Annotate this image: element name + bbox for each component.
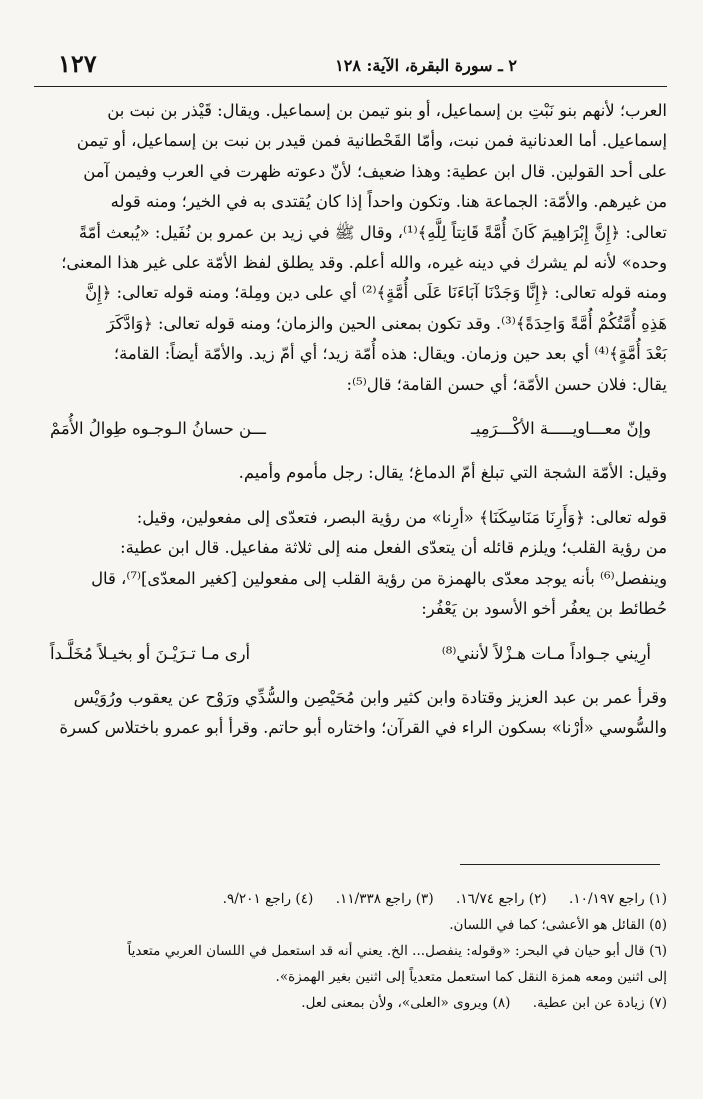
text-line: يقال: فلان حسن الأمّة؛ أي حسن القامة؛ قال⁽⁵⁾: <box>346 374 667 394</box>
footnotes <box>34 886 667 1016</box>
footnote: (٣) راجع ١١/٣٣٨. <box>335 891 434 907</box>
poem-verse-1 <box>34 414 667 444</box>
text-line: تعالى: ﴿إِنَّ إِبْرَاهِيمَ كَانَ أُمَّةً قَانِتاً لِلَّهِ﴾⁽¹⁾، وقال ﷺ في زيد بن عمرو بن نُفَيل: «يُبعث أمّةً <box>78 222 667 242</box>
footnote: (٧) زيادة عن ابن عطية. <box>532 995 667 1011</box>
text-line: من رؤية القلب؛ ويلزم قائله أن يتعدّى الفعل منه إلى ثلاثة مفاعيل. قال ابن عطية: <box>120 538 667 558</box>
poem-hemistich-left: أرى مـا تـرَيْـنَ أو بخيـلاً مُخَلَّـداً <box>50 643 251 663</box>
page-number: ١٢٧ <box>58 49 97 78</box>
footnote-row <box>34 990 667 1016</box>
text-line: بَعْدَ أُمَّةٍ﴾⁽⁴⁾ أي بعد حين وزمان. ويقال: هذه أُمّة زيد؛ أي أمّ زيد. والأمّة أيضاً: القامة؛ <box>113 344 667 364</box>
text-line: وقرأ عمر بن عبد العزيز وقتادة وابن كثير وابن مُحَيْصِن والسُّدِّي ورَوْح عن يعقوب ورُوَيْس <box>73 687 667 707</box>
text-line: على أحد القولين. قال ابن عطية: وهذا ضعيف؛ لأنّ دعوته ظهرت في العرب وفيمن آمن <box>83 161 667 181</box>
text-line: وينفصل⁽⁶⁾ بأنه يوجد معدّى بالهمزة من رؤية القلب إلى مفعولين [كغير المعدّى]⁽⁷⁾، قال <box>91 568 667 588</box>
text-line: حُطائط بن يعفُر أخو الأسود بن يَعْفُر: <box>421 599 667 619</box>
running-head: ٢ ـ سورة البقرة، الآية: ١٢٨ <box>335 56 517 75</box>
poem-hemistich-left: ـــن حسانُ الـوجـوه طِوالُ الأُمَمْ <box>50 419 266 439</box>
text-line: ومنه قوله تعالى: ﴿إِنَّا وَجَدْنَا آبَاءَنَا عَلَى أُمَّةٍ﴾⁽²⁾ أي على دين ومِلة؛ ومنه قوله تعالى: ﴿إِنَّ <box>85 283 667 303</box>
footnote-divider <box>460 864 660 865</box>
text-line: هَذِهِ أُمَّتُكُمْ أُمَّةً وَاحِدَةً﴾⁽³⁾. وقد تكون بمعنى الحين والزمان؛ ومنه قوله تعالى: ﴿وَادَّكَرَ <box>106 313 667 333</box>
poem-hemistich-right: أرِيني جـواداً مـات هـزْلاً لأنني⁽⁸⁾ <box>441 643 651 663</box>
footnote: (٤) راجع ٩/٢٠١. <box>222 891 314 907</box>
footnote: (٦) قال أبو حيان في البحر: «وقوله: ينفصل... الخ. يعني أنه قد استعمل في اللسان العربي متعدياً <box>127 943 667 959</box>
footnote-continuation: إلى اثنين ومعه همزة النقل كما استعمل متعدياً إلى اثنين بغير الهمزة». <box>275 969 667 985</box>
page-header <box>34 46 667 87</box>
text-line: إسماعيل. أما العدنانية فمن نبت، وأمّا القَحْطانية فمن قيدر بن نبت بن إسماعيل، أو تيمن <box>76 131 667 151</box>
footnote: (١) راجع ١٠/١٩٧. <box>569 891 667 907</box>
text-line: والسُّوسي «أرْنا» بسكون الراء في القرآن؛ واختاره أبو حاتم. وقرأ أبو عمرو باختلاس كسرة <box>59 718 667 738</box>
text-line: وقيل: الأمّة الشجة التي تبلغ أمّ الدماغ؛ يقال: رجل مأموم وأميم. <box>238 463 667 483</box>
main-text <box>34 96 667 744</box>
text-line: من غيرهم. والأمّة: الجماعة هنا. وتكون واحداً إذا كان يُقتدى به في الخير؛ ومنه قوله <box>110 192 667 212</box>
footnote: (٢) راجع ١٦/٧٤. <box>456 891 547 907</box>
poem-verse-2 <box>34 639 667 669</box>
text-line: قوله تعالى: ﴿وَأَرِنَا مَنَاسِكَنَا﴾ «أرِنا» من رؤية البصر، فتعدّى إلى مفعولين، وقيل: <box>136 507 667 527</box>
footnote: (٨) ويروى «العلى»، ولأن بمعنى لعل. <box>301 995 511 1011</box>
text-line: وحده» لأنه لم يشرك في دينه غيره، والله أعلم. وقد يطلق لفظ الأمّة على غير هذا المعنى؛ <box>61 253 667 273</box>
poem-hemistich-right: وإنّ معـــاويـــــة الأكْـــرَمِيـ <box>471 419 651 439</box>
footnote-row <box>34 886 667 912</box>
text-line: العرب؛ لأنهم بنو نَبْتِ بن إسماعيل، أو بنو تيمن بن إسماعيل. ويقال: قَيْذر بن نبت بن <box>107 101 667 120</box>
footnote: (٥) القائل هو الأعشى؛ كما في اللسان. <box>449 917 667 933</box>
